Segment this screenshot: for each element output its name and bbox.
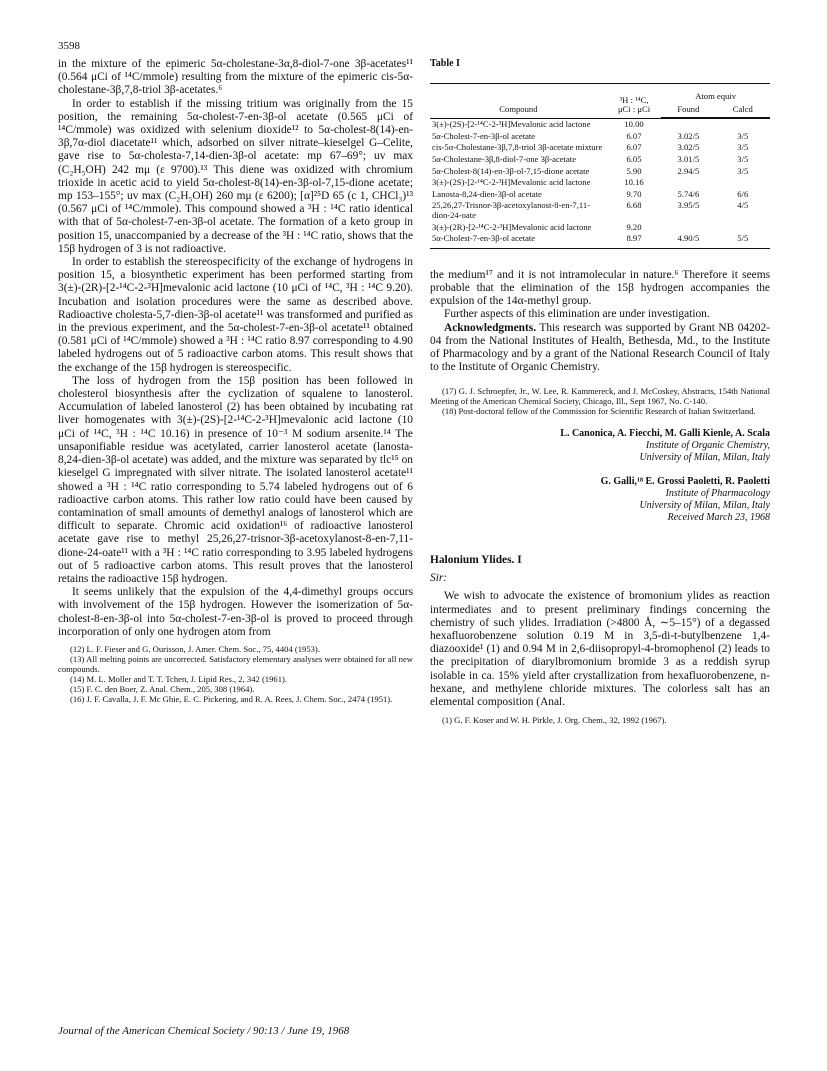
- affiliation-1-line-1: Institute of Organic Chemistry,: [645, 440, 770, 452]
- cell-ratio: 9.20: [626, 221, 642, 232]
- left-paragraph-5: It seems unlikely that the expulsion of the 4,4-dimethyl groups occurs with involvement of the 15β hydrogen. However the isomerization of 5α-cholest-8-en-3β-ol into 5α-cholest-7-en-3β-ol is proved to proceed through incorporation of only one hydrogen atom from: [58, 586, 413, 638]
- cell-calcd: 6/6: [737, 188, 749, 199]
- cell-found: 5.74/6: [677, 188, 700, 199]
- cell-calcd: 3/5: [737, 153, 749, 164]
- authors-group-2-names: G. Galli,¹⁸ E. Grossi Paoletti, R. Paoletti: [600, 476, 770, 488]
- cell-calcd: 3/5: [737, 142, 749, 153]
- cell-compound: 5α-Cholest-7-en-3β-ol acetate: [432, 130, 536, 141]
- cell-found: 4.90/5: [661, 233, 715, 248]
- left-column: [58, 58, 413, 704]
- acknowledgments: [430, 322, 770, 375]
- footnote-17: (17) G. J. Schroepfer, Jr., W. Lee, R. Kammereck, and J. McCoskey, Abstracts, 154th National Meeting of the American Chemical Society, Chicago, Ill., Sept 1967, No. C-140.: [430, 386, 770, 407]
- right-paragraph-2: Further aspects of this elimination are under investigation.: [444, 308, 710, 321]
- cell-ratio: 5.90: [626, 165, 642, 176]
- affiliation-2-line-1: Institute of Pharmacology: [665, 488, 770, 500]
- col-header-found: Found: [661, 105, 715, 118]
- section-footnote-1: (1) G. F. Koser and W. H. Pirkle, J. Org. Chem., 32, 1992 (1967).: [442, 715, 667, 726]
- left-paragraph-4: The loss of hydrogen from the 15β position has been followed in cholesterol biosynthesis after the cyclization of squalene to lanosterol. Accumulation of labeled lanosterol (2) has been obtained by incubating rat liver homogenates with 3(±)-(2S)-[2-¹⁴C-2-³H]mevalonic acid lactone (10 μCi of ¹⁴C, ³H : ¹⁴C 10.16) in presence of 10⁻³ M sodium arsenite.¹⁴ The unsaponifiable residue was acetylated, carrier lanosterol acetate (lanosta-8,24-dien-3β-ol acetate) was added, and the mixture was separated by tlc¹⁵ on kieselgel G impregnated with silver nitrate. The isolated lanosterol acetate¹¹ showed a ³H : ¹⁴C ratio corresponding to 5.74 labeled hydrogens out of 6 radioactive carbon atoms. This rather low ratio could have been caused by contamination of small amounts of demethyl analogs of lanosterol which are difficult to separate. Chromic acid oxidation¹⁶ of radioactive lanosterol acetate gave rise to methyl 25,26,27-trisnor-3β-acetoxylanost-8-en-7,11-dione-24-oate¹¹ with a ³H : ¹⁴C ratio corresponding to 3.95 labeled hydrogens out of 5 radioactive carbon atoms. This result proves that the lanosterol retains the radioactive 15β hydrogen.: [58, 374, 413, 585]
- cell-calcd: 5/5: [716, 233, 770, 248]
- table-body: [430, 119, 770, 249]
- cell-ratio: 6.07: [626, 142, 642, 153]
- page-number: 3598: [58, 40, 80, 52]
- col-header-compound: Compound: [499, 104, 538, 115]
- received-date: Received March 23, 1968: [667, 512, 770, 524]
- cell-found: [661, 222, 715, 234]
- cell-found: 3.01/5: [677, 153, 700, 164]
- cell-ratio: 6.68: [626, 200, 642, 211]
- acknowledgments-heading: Acknowledgments.: [444, 321, 537, 334]
- footnote-18: (18) Post-doctoral fellow of the Commission for Scientific Research of Italian Switzerland.: [442, 406, 756, 417]
- journal-footer: Journal of the American Chemical Society / 90:13 / June 19, 1968: [58, 1025, 350, 1037]
- col-header-ratio: [607, 84, 661, 118]
- cell-ratio: 10.16: [624, 177, 644, 188]
- cell-ratio: 10.00: [624, 119, 644, 130]
- table-row: [430, 189, 770, 201]
- cell-found: [661, 177, 715, 189]
- ratio-header-line1: ³H : ¹⁴C,: [619, 94, 649, 105]
- cell-found: 3.02/5: [677, 142, 700, 153]
- table-row: [430, 119, 770, 131]
- cell-found: 3.95/5: [677, 200, 700, 211]
- cell-compound: 3(±)-(2R)-[2-¹⁴C-2-³H]Mevalonic acid lactone: [432, 221, 592, 232]
- col-header-atom-equiv: Atom equiv: [695, 91, 737, 101]
- right-column: [430, 58, 770, 725]
- footnote-13: (13) All melting points are uncorrected. Satisfactory elementary analyses were obtained for all new compounds.: [58, 653, 413, 674]
- table-row: [430, 222, 770, 234]
- cell-compound: 5α-Cholest-8(14)-en-3β-ol-7,15-dione acetate: [432, 165, 590, 176]
- cell-calcd: [716, 222, 770, 234]
- cell-found: [661, 119, 715, 131]
- salutation: Sir:: [430, 572, 448, 585]
- cell-found: 2.94/5: [677, 165, 700, 176]
- cell-calcd: 4/5: [737, 200, 749, 211]
- cell-compound: cis-5α-Cholestane-3β,7,8-triol 3β-acetate mixture: [432, 142, 603, 153]
- cell-ratio: 8.97: [607, 233, 661, 248]
- table-row: [430, 142, 770, 154]
- cell-ratio: 9.70: [626, 188, 642, 199]
- ratio-header-line2: μCi : μCi: [617, 104, 651, 115]
- section-paragraph: We wish to advocate the existence of bromonium ylides as reaction intermediates and to present preliminary findings concerning the chemistry of such ylides. Irradiation (>4800 Å, ∼5–15°) of a degassed hexafluorobenzene solution 0.19 M in 3,5-di-t-butylbenzene 1,4-diazooxide¹ (1) and 0.94 M in 2,6-diisopropyl-4-bromophenol (2) leads to the precipitation of diarylbromonium bromide 3 as a reddish syrup isolable in ca. 15% yield after crystallization from hexafluorobenzene, n-hexane, and methylene chloride mixtures. The colorless salt has an elemental composition (Anal.: [430, 590, 770, 708]
- left-footnotes: [58, 644, 413, 704]
- data-table: [430, 83, 770, 249]
- footnote-16: (16) J. F. Cavalla, J. F. Mc Ghie, E. C. Pickering, and R. A. Rees, J. Chem. Soc., 2474 (1951).: [70, 693, 393, 704]
- cell-calcd: [716, 177, 770, 189]
- affiliation-2-line-2: University of Milan, Milan, Italy: [639, 500, 770, 512]
- footnote-12: (12) L. F. Fieser and G. Ourisson, J. Amer. Chem. Soc., 75, 4404 (1953).: [70, 643, 320, 654]
- cell-calcd: [716, 119, 770, 131]
- cell-ratio: 6.05: [626, 153, 642, 164]
- cell-compound: 3(±)-(2S)-[2-¹⁴C-2-³H]Mevalonic acid lactone: [432, 177, 591, 188]
- left-paragraph-1: in the mixture of the epimeric 5α-cholestane-3α,8-diol-7-one 3β-acetates¹¹ (0.564 μCi of ¹⁴C/mmole) resulting from the mixture of the epimeric cis-5α-cholestane-3β,7,8-triol 3β-acetates.⁶: [58, 58, 413, 97]
- table-row: [430, 154, 770, 166]
- table-row: [430, 233, 770, 248]
- table-title: Table I: [430, 58, 460, 69]
- cell-found: 3.02/5: [677, 130, 700, 141]
- footnote-15: (15) F. C. den Boer, Z. Anal. Chem., 205, 308 (1964).: [70, 683, 255, 694]
- right-paragraph-1: the medium¹⁷ and it is not intramolecular in nature.⁶ Therefore it seems probable that the elimination of the 15β hydrogen accompanies the expulsion of the 14α-methyl group.: [430, 268, 770, 308]
- cell-compound: 5α-Cholestane-3β,8-diol-7-one 3β-acetate: [432, 153, 577, 164]
- cell-compound: 25,26,27-Trisnor-3β-acetoxylanost-8-en-7,11-dion-24-oate: [432, 200, 590, 220]
- authors-group-2: [430, 476, 770, 488]
- table-row: [430, 177, 770, 189]
- cell-compound: Lanosta-8,24-dien-3β-ol acetate: [432, 188, 542, 199]
- left-paragraph-2: In order to establish if the missing tritium was originally from the 15 position, the remaining 5α-cholest-7-en-3β-ol acetate (0.565 μCi of ¹⁴C/mmole) was oxidized with selenium dioxide¹² to 5α-cholest-8(14)-en-3β,7α-diol diacetate¹¹ which, adsorbed on silver nitrate–kieselgel G–Celite, gave rise to 5α-cholesta-7,14-dien-3β-ol acetate: mp 67–69°; uv max (C₂H₅OH) 242 mμ (ε 9700).¹³ This diene was oxidized with chromium trioxide in acetic acid to yield 5α-cholest-8(14)-en-3β-ol-7,15-dione acetate; mp 153–155°; uv max (C₂H₅OH) 260 mμ (ε 6200); [α]²⁵D 65 (c 1, CHCl₃)¹³ (0.567 μCi of ¹⁴C/mmole). This compound showed a ³H : ¹⁴C ratio identical with that of 5α-cholest-7-en-3β-ol acetate. The formation of a keto group in position 15, unaccompanied by a decrease of the ³H : ¹⁴C ratio, shows that the 15β hydrogen of 3 is not radioactive.: [58, 97, 413, 255]
- cell-compound: 5α-Cholest-7-en-3β-ol acetate: [430, 233, 607, 248]
- table-row: [430, 200, 770, 221]
- acknowledgments-text: This research was supported by Grant NB 04202-04 from the National Institutes of Health, Bethesda, Md., to the Institute of Pharmacology and by a grant of the National Research Council of Italy to the Institute of Organic Chemistry.: [430, 321, 770, 374]
- table-row: [430, 166, 770, 178]
- section-title: Halonium Ylides. I: [430, 554, 522, 567]
- table-row: [430, 131, 770, 143]
- cell-compound: 3(±)-(2S)-[2-¹⁴C-2-³H]Mevalonic acid lactone: [432, 119, 591, 130]
- cell-calcd: 3/5: [737, 130, 749, 141]
- authors-group-1-names: L. Canonica, A. Fiecchi, M. Galli Kienle, A. Scala: [560, 428, 770, 440]
- col-header-calcd: Calcd: [716, 105, 770, 118]
- left-paragraph-3: In order to establish the stereospecificity of the exchange of hydrogens in position 15, a biosynthetic experiment has been performed starting from 3(±)-(2R)-[2-¹⁴C-2-³H]mevalonic acid lactone (10 μCi of ¹⁴C, ³H : ¹⁴C 9.20). Incubation and isolation procedures were the same as described above. Radioactive cholesta-5,7-dien-3β-ol acetate¹¹ was transformed and purified as in the previous experiment, and the 5α-cholest-7-en-3β-ol acetate¹¹ obtained (0.581 μCi of ¹⁴C/mmole) showed a ³H : ¹⁴C ratio 8.97 corresponding to 4.90 labeled hydrogens out of 5 radioactive carbon atoms. This result shows that the exchange of the 15β hydrogen is stereospecific.: [58, 256, 413, 374]
- footnote-14: (14) M. L. Moller and T. T. Tchen, J. Lipid Res., 2, 342 (1961).: [70, 673, 287, 684]
- cell-calcd: 3/5: [737, 165, 749, 176]
- authors-group-1: [430, 428, 770, 440]
- cell-ratio: 6.07: [626, 130, 642, 141]
- affiliation-1-line-2: University of Milan, Milan, Italy: [639, 452, 770, 464]
